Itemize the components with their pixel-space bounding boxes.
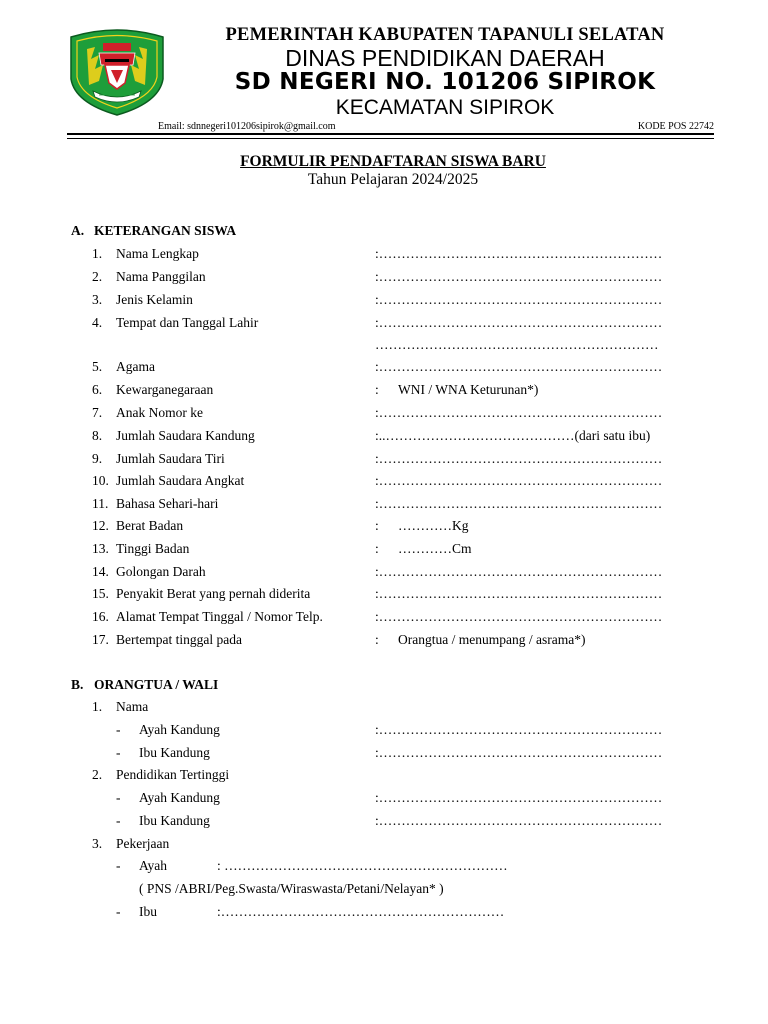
row-label: Jenis Kelamin [116, 292, 193, 307]
section-title: ORANGTUA / WALI [94, 677, 219, 692]
row-number: 4. [92, 315, 103, 330]
alamat-field[interactable]: :……………………………………………………… [375, 609, 663, 624]
letterhead-government: PEMERINTAH KABUPATEN TAPANULI SELATAN [225, 25, 665, 45]
form-row-nama-ibu [0, 745, 768, 765]
jenis-kelamin-field[interactable]: :……………………………………………………… [375, 292, 663, 307]
row-number: 1. [92, 246, 103, 261]
form-row-pekerjaan-ayah [0, 858, 768, 878]
nama-panggilan-field[interactable]: :……………………………………………………… [375, 269, 663, 284]
form-row-saudara-angkat [0, 473, 768, 493]
pendidikan-ayah-field[interactable]: :……………………………………………………… [375, 790, 663, 805]
row-number: 5. [92, 359, 103, 374]
row-label: Nama Panggilan [116, 269, 206, 284]
anak-nomor-ke-field[interactable]: :……………………………………………………… [375, 405, 663, 420]
pendidikan-ibu-field[interactable]: :……………………………………………………… [375, 813, 663, 828]
row-label: Ayah Kandung [139, 722, 220, 737]
row-number: 11. [92, 496, 109, 511]
row-number: 15. [92, 586, 109, 601]
coat-of-arms-logo-icon [65, 25, 169, 117]
letterhead-district: KECAMATAN SIPIROK [335, 96, 555, 119]
row-colon: : [375, 518, 379, 533]
row-label: Ibu [139, 904, 157, 919]
row-label: Ayah [139, 858, 168, 873]
form-row-saudara-tiri [0, 451, 768, 471]
row-number: 7. [92, 405, 103, 420]
row-number: 3. [92, 292, 103, 307]
form-row-nama-orangtua [0, 699, 768, 719]
row-dash: - [116, 790, 121, 805]
row-label: Ibu Kandung [139, 745, 210, 760]
row-number: 1. [92, 699, 103, 714]
pekerjaan-options: ( PNS /ABRI/Peg.Swasta/Wiraswasta/Petani/Nelayan* ) [139, 881, 444, 896]
form-row-alamat [0, 609, 768, 629]
row-number: 2. [92, 269, 103, 284]
form-row-pekerjaan [0, 836, 768, 856]
row-number: 13. [92, 541, 109, 556]
row-number: 3. [92, 836, 103, 851]
letterhead-email: Email: sdnnegeri101206sipirok@gmail.com [158, 121, 336, 132]
section-b-heading [71, 677, 218, 693]
row-dash: - [116, 813, 121, 828]
nama-lengkap-field[interactable]: :……………………………………………………… [375, 246, 663, 261]
row-colon: : [375, 382, 379, 397]
berat-badan-field[interactable]: …………Kg [398, 518, 469, 533]
row-label: Anak Nomor ke [116, 405, 203, 420]
row-label: Ibu Kandung [139, 813, 210, 828]
row-label: Pekerjaan [116, 836, 170, 851]
row-dash: - [116, 722, 121, 737]
section-a-heading [71, 223, 236, 239]
tempat-tinggal-options[interactable]: Orangtua / menumpang / asrama*) [398, 632, 586, 647]
row-label: Ayah Kandung [139, 790, 220, 805]
row-label: Tinggi Badan [116, 541, 190, 556]
form-row-golongan-darah [0, 564, 768, 584]
row-number: 2. [92, 767, 103, 782]
section-letter: B. [71, 677, 84, 692]
form-row-pekerjaan-options [0, 881, 768, 901]
row-label: Bertempat tinggal pada [116, 632, 242, 647]
row-label: Pendidikan Tertinggi [116, 767, 230, 782]
row-number: 10. [92, 473, 109, 488]
row-label: Jumlah Saudara Angkat [116, 473, 245, 488]
row-label: Penyakit Berat yang pernah diderita [116, 586, 311, 601]
form-row-bahasa [0, 496, 768, 516]
row-label: Jumlah Saudara Tiri [116, 451, 225, 466]
form-row-nama-panggilan [0, 269, 768, 289]
form-subtitle: Tahun Pelajaran 2024/2025 [307, 171, 479, 188]
section-title: KETERANGAN SISWA [94, 223, 237, 238]
row-dash: - [116, 745, 121, 760]
saudara-angkat-field[interactable]: :……………………………………………………… [375, 473, 663, 488]
golongan-darah-field[interactable]: :……………………………………………………… [375, 564, 663, 579]
row-label: Kewarganegaraan [116, 382, 214, 397]
row-number: 16. [92, 609, 109, 624]
row-dash: - [116, 904, 121, 919]
form-title: FORMULIR PENDAFTARAN SISWA BARU [240, 153, 546, 170]
form-row-pekerjaan-ibu [0, 904, 768, 924]
form-row-berat-badan [0, 518, 768, 538]
row-label: Jumlah Saudara Kandung [116, 428, 255, 443]
form-row-tempat-tanggal-lahir-cont [0, 337, 768, 357]
form-row-saudara-kandung [0, 428, 768, 448]
form-row-pendidikan-ayah [0, 790, 768, 810]
section-letter: A. [71, 223, 85, 238]
letterhead-rule-thick [67, 133, 714, 135]
form-row-tempat-tinggal [0, 632, 768, 652]
form-row-jenis-kelamin [0, 292, 768, 312]
row-number: 9. [92, 451, 103, 466]
letterhead-postal-code: KODE POS 22742 [637, 121, 714, 132]
saudara-kandung-field[interactable]: :..……………………………………(dari satu ibu) [375, 428, 651, 443]
agama-field[interactable]: :……………………………………………………… [375, 359, 663, 374]
tinggi-badan-field[interactable]: …………Cm [398, 541, 472, 556]
form-row-nama-ayah [0, 722, 768, 742]
row-dash: - [116, 858, 121, 873]
form-row-tinggi-badan [0, 541, 768, 561]
form-row-anak-nomor-ke [0, 405, 768, 425]
nama-ayah-field[interactable]: :……………………………………………………… [375, 722, 663, 737]
tempat-tanggal-lahir-field-line2[interactable]: ……………………………………………………… [375, 337, 659, 352]
tempat-tanggal-lahir-field[interactable]: :……………………………………………………… [375, 315, 663, 330]
form-row-tempat-tanggal-lahir [0, 315, 768, 335]
pekerjaan-ibu-field[interactable]: :……………………………………………………… [217, 904, 505, 919]
letterhead-school-name: SD NEGERI NO. 101206 SIPIROK [234, 69, 656, 95]
row-label: Tempat dan Tanggal Lahir [116, 315, 259, 330]
letterhead-rule-thin [67, 138, 714, 139]
row-number: 6. [92, 382, 103, 397]
form-row-agama [0, 359, 768, 379]
bahasa-field[interactable]: :……………………………………………………… [375, 496, 663, 511]
pekerjaan-ayah-field[interactable]: : ……………………………………………………… [217, 858, 508, 873]
row-label: Agama [116, 359, 155, 374]
row-label: Bahasa Sehari-hari [116, 496, 219, 511]
form-row-pendidikan [0, 767, 768, 787]
letterhead-department: DINAS PENDIDIKAN DAERAH [285, 45, 605, 71]
row-label: Berat Badan [116, 518, 184, 533]
row-label: Golongan Darah [116, 564, 206, 579]
row-label: Nama [116, 699, 149, 714]
form-row-nama-lengkap [0, 246, 768, 266]
row-label: Nama Lengkap [116, 246, 199, 261]
kewarganegaraan-options[interactable]: WNI / WNA Keturunan*) [398, 382, 539, 397]
penyakit-field[interactable]: :……………………………………………………… [375, 586, 663, 601]
saudara-tiri-field[interactable]: :……………………………………………………… [375, 451, 663, 466]
row-number: 17. [92, 632, 109, 647]
form-row-penyakit [0, 586, 768, 606]
row-colon: : [375, 632, 379, 647]
form-row-kewarganegaraan [0, 382, 768, 402]
form-row-pendidikan-ibu [0, 813, 768, 833]
row-number: 8. [92, 428, 103, 443]
row-label: Alamat Tempat Tinggal / Nomor Telp. [116, 609, 323, 624]
row-number: 12. [92, 518, 109, 533]
nama-ibu-field[interactable]: :……………………………………………………… [375, 745, 663, 760]
row-number: 14. [92, 564, 109, 579]
row-colon: : [375, 541, 379, 556]
